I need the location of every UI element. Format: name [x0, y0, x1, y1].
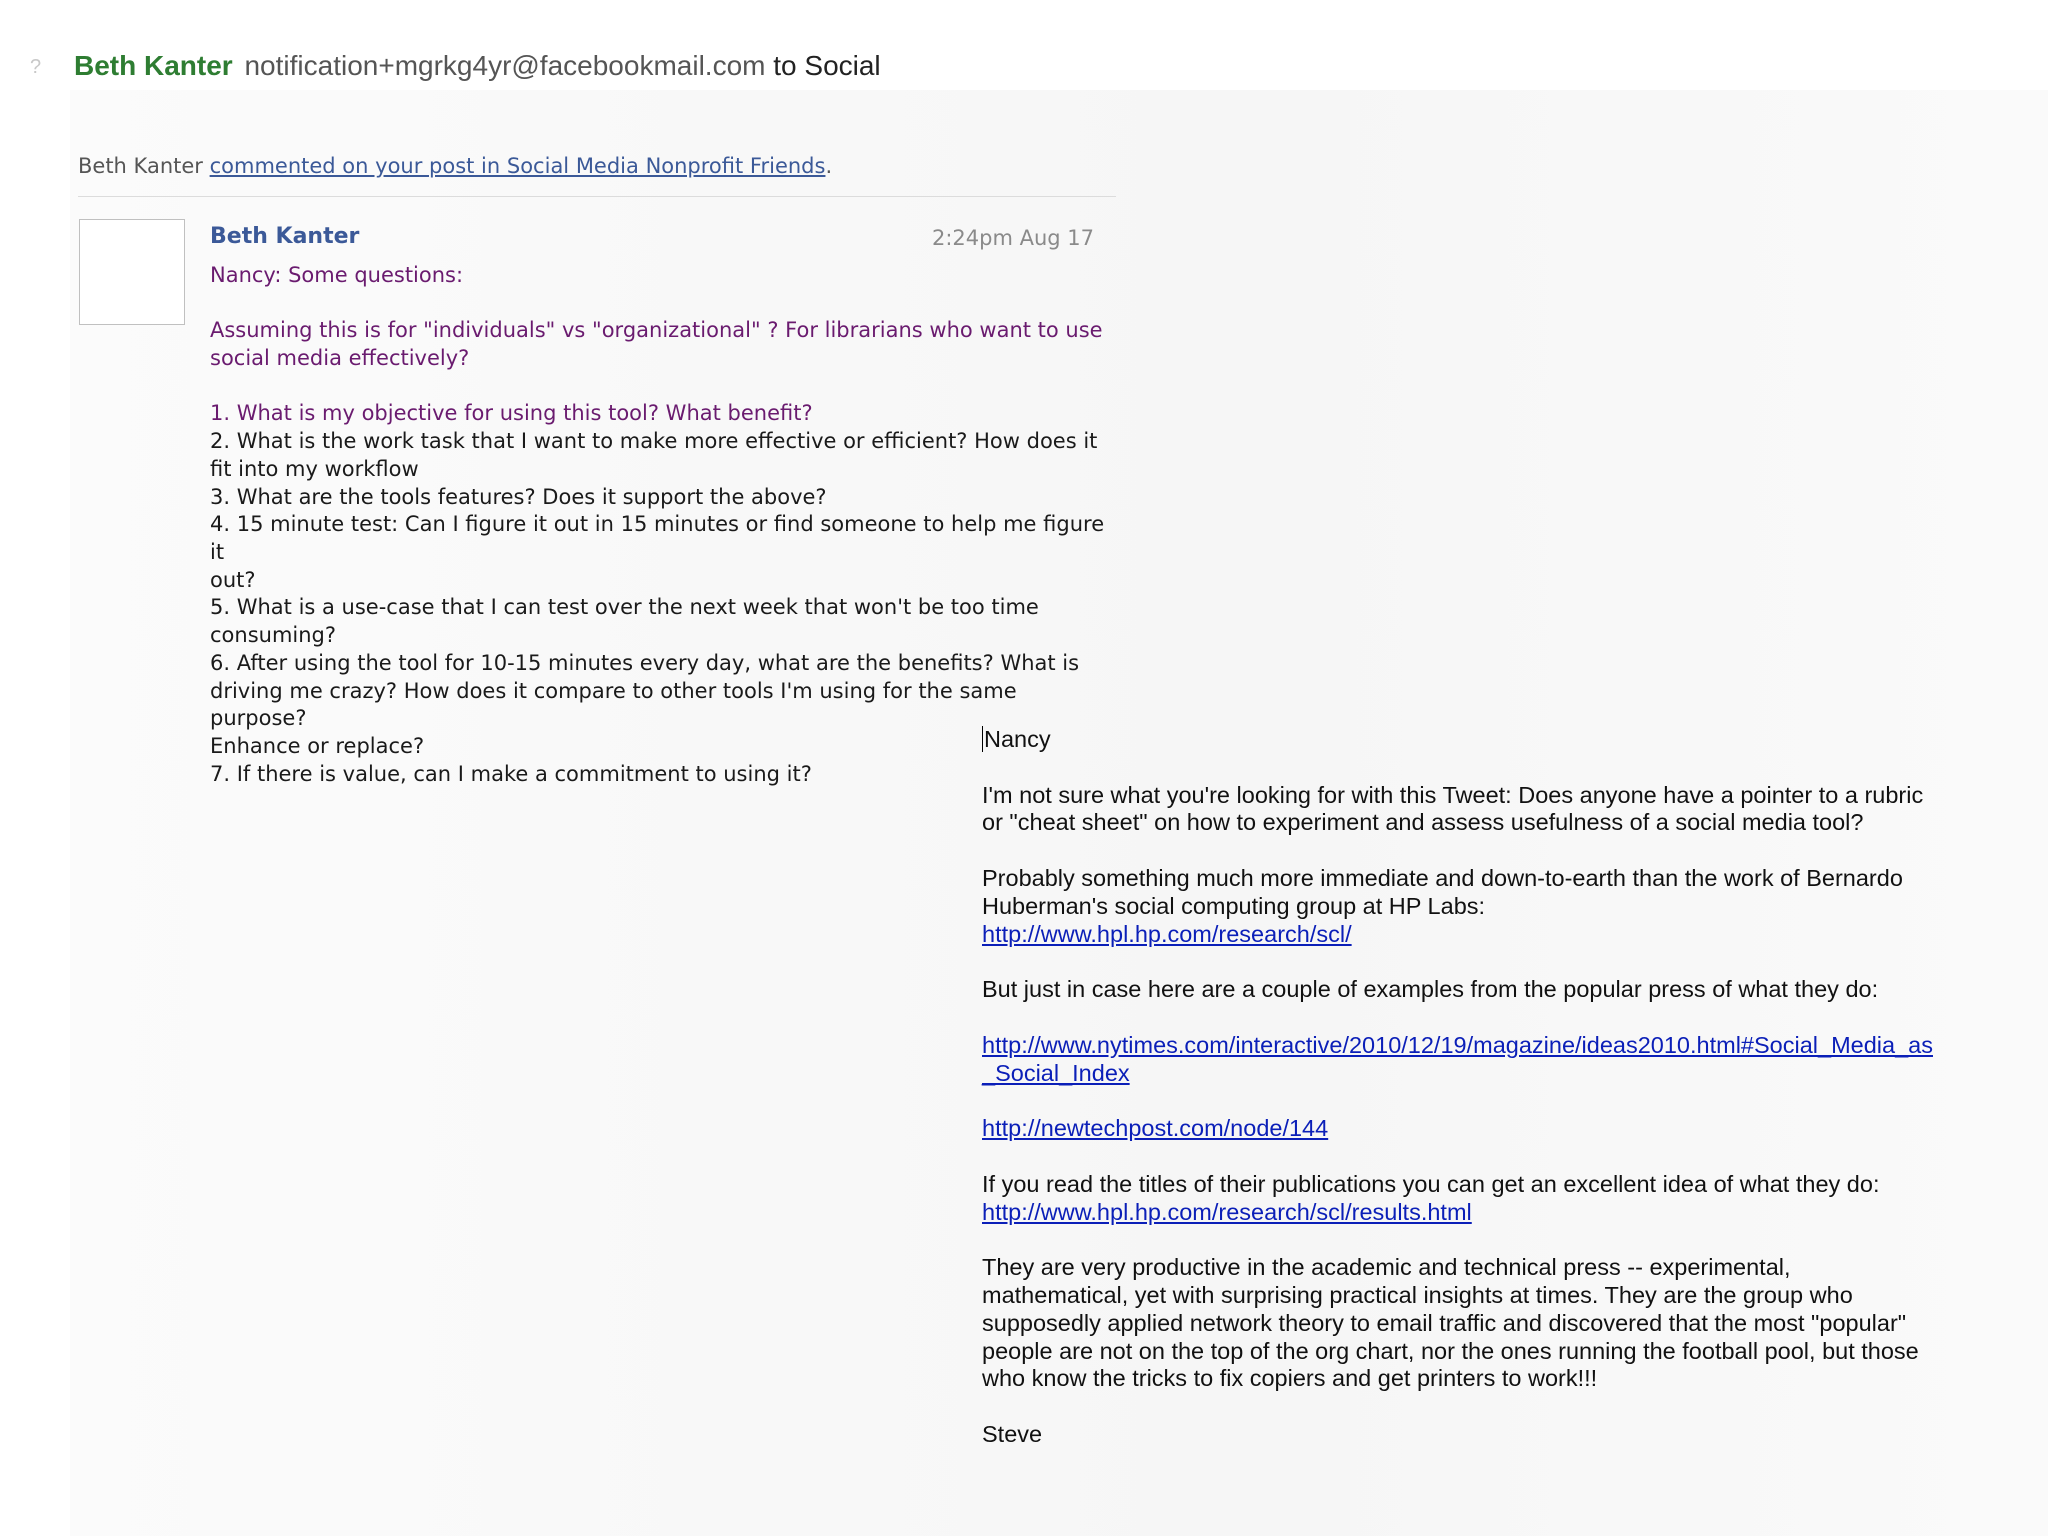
- hp-results-link[interactable]: http://www.hpl.hp.com/research/scl/results.html: [982, 1198, 1472, 1225]
- notification-suffix: .: [825, 154, 833, 178]
- link-row: [982, 1032, 1942, 1088]
- reply-salutation: Nancy: [984, 726, 1051, 752]
- reply-paragraph-with-link: [982, 865, 1942, 948]
- newtechpost-link[interactable]: http://newtechpost.com/node/144: [982, 1115, 1329, 1142]
- nytimes-link[interactable]: http://www.nytimes.com/interactive/2010/12/19/magazine/ideas2010.html#Social_Media_as_Social_Index: [982, 1031, 1933, 1086]
- reply-salutation-row: [982, 726, 1942, 754]
- comment-list-item: 3. What are the tools features? Does it support the above?: [210, 484, 827, 509]
- comment-list-item: fit into my workflow: [210, 456, 419, 481]
- sender-email[interactable]: notification+mgrkg4yr@facebookmail.com: [244, 50, 766, 81]
- comment-list-item: Enhance or replace?: [210, 733, 425, 758]
- reply-paragraph-with-link: [982, 1171, 1942, 1227]
- avatar[interactable]: [79, 219, 185, 325]
- notification-line: [78, 154, 832, 178]
- reply-paragraph: I'm not sure what you're looking for with this Tweet: Does anyone have a pointer to a rubric or "cheat sheet" on how to experiment and assess usefulness of a social media tool?: [982, 781, 1924, 836]
- sender-name[interactable]: Beth Kanter: [74, 50, 233, 81]
- link-row: [982, 1115, 1942, 1143]
- reply-paragraph: But just in case here are a couple of examples from the popular press of what they do:: [982, 976, 1879, 1003]
- notification-actor: Beth Kanter: [78, 154, 203, 178]
- email-header: [30, 50, 881, 82]
- comment-list-item: 2. What is the work task that I want to make more effective or efficient? How does it: [210, 429, 1098, 454]
- comment-intro-line: Assuming this is for "individuals" vs "organizational" ? For librarians who want to use: [210, 318, 1103, 343]
- reply-signature: Steve: [982, 1420, 1043, 1447]
- comment-intro-line: social media effectively?: [210, 346, 470, 371]
- comment-list-item: consuming?: [210, 623, 337, 648]
- to-label: to: [773, 50, 797, 81]
- comment-list-item: out?: [210, 567, 256, 592]
- text-cursor: [982, 726, 983, 752]
- reply-text[interactable]: [982, 726, 1942, 1449]
- divider: [78, 196, 1116, 197]
- reply-paragraph: If you read the titles of their publications you can get an excellent idea of what they do:: [982, 1170, 1880, 1197]
- recipient-name[interactable]: Social: [804, 50, 881, 81]
- comment-list-item: 1. What is my objective for using this tool? What benefit?: [210, 401, 813, 426]
- comment-list-item: 7. If there is value, can I make a commitment to using it?: [210, 761, 812, 786]
- comment-list-item: 4. 15 minute test: Can I figure it out in 15 minutes or find someone to help me figure it: [210, 512, 1105, 564]
- comment-timestamp: 2:24pm Aug 17: [931, 226, 1094, 250]
- comment-author[interactable]: Beth Kanter: [210, 224, 360, 249]
- hp-labs-link[interactable]: http://www.hpl.hp.com/research/scl/: [982, 920, 1352, 947]
- comment-list-item: 5. What is a use-case that I can test over the next week that won't be too time: [210, 595, 1039, 620]
- comment-greeting: Nancy: Some questions:: [210, 263, 464, 287]
- comment-body: [210, 262, 1116, 788]
- comment-list-item: 6. After using the tool for 10-15 minutes every day, what are the benefits? What is: [210, 650, 1080, 675]
- reply-paragraph: They are very productive in the academic and technical press -- experimental, mathematical, yet with surprising practical insights at times. They are the group who supposedly applied network theory to email traffic and discovered that the most "popular" people are not on the top of the org chart, nor the ones running the football pool, but those who know the tricks to fix copiers and get printers to work!!!: [982, 1254, 1919, 1392]
- comment-list-item: driving me crazy? How does it compare to other tools I'm using for the same purpose?: [210, 678, 1017, 731]
- notification-link[interactable]: commented on your post in Social Media Nonprofit Friends: [209, 154, 826, 178]
- unknown-sender-icon: ?: [30, 56, 42, 78]
- reply-paragraph: Probably something much more immediate and down-to-earth than the work of Bernardo Huberman's social computing group at HP Labs:: [982, 864, 1903, 919]
